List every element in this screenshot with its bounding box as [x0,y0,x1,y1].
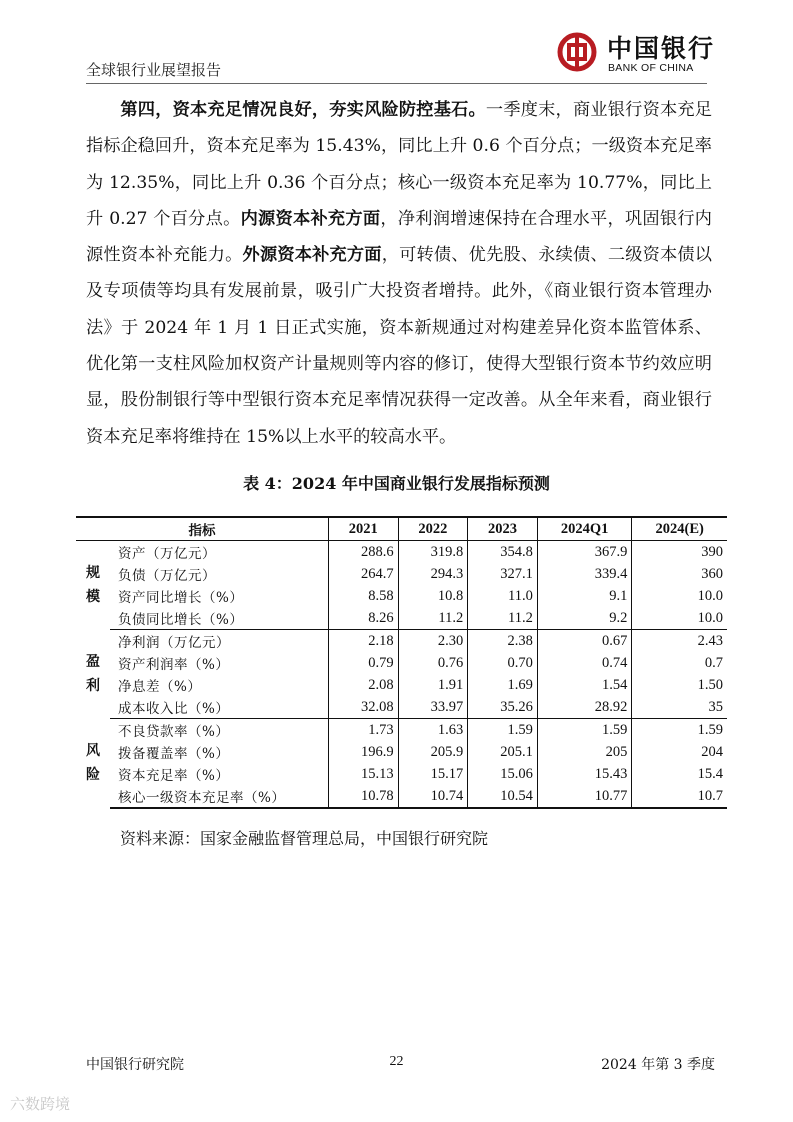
table-cell: 204 [632,741,727,763]
table-cell: 10.7 [632,785,727,808]
table-row [76,652,727,674]
table-cell: 2.18 [329,630,399,653]
indicator-name: 资本充足率（%） [118,768,230,784]
table-cell: 360 [632,563,727,585]
table-cell: 319.8 [398,541,468,564]
paragraph-segment-1: 一季度末，商业银行资本充足指标企稳回升，资本充足率为 15.43%，同比上升 0.6 个百分点；一级资本充足率为 12.35%，同比上升 0.36 个百分点；核心一级资本充足率为 10.77%，同比上升 0.27 个百分点。 [86,100,712,229]
table-cell: 354.8 [468,541,538,564]
table-cell: 1.59 [468,719,538,742]
indicator-name: 净息差（%） [118,679,202,695]
indicator-name: 负债（万亿元） [118,568,216,584]
table-cell: 35.26 [468,696,538,719]
report-title: 全球银行业展望报告 [86,61,222,79]
table-cell: 9.2 [537,607,632,630]
table-cell: 288.6 [329,541,399,564]
header-2021: 2021 [329,517,399,541]
table-cell: 339.4 [537,563,632,585]
table-row [76,785,727,808]
table-cell: 15.13 [329,763,399,785]
table-row [76,630,727,653]
table-cell: 390 [632,541,727,564]
table-cell: 294.3 [398,563,468,585]
table-cell: 0.74 [537,652,632,674]
header-indicator: 指标 [76,517,329,541]
table-cell: 205 [537,741,632,763]
table-cell: 8.58 [329,585,399,607]
bank-logo [557,24,717,84]
group-label-char: 模 [86,589,100,606]
table-cell: 10.0 [632,607,727,630]
paragraph-segment-3: ，可转债、优先股、永续债、二级资本债以及专项债等均具有发展前景，吸引广大投资者增持。此外，《商业银行资本管理办法》于 2024 年 1 月 1 日正式实施，资本新规通过对构建差异化资本监管体系、优化第一支柱风险加权资产计量规则等内容的修订，使得大型银行资本节约效应明显，股份制银行等中型银行资本充足率情况获得一定改善。从全年来看，商业银行资本充足率将维持在 15%以上水平的较高水平。 [86,245,712,447]
indicator-name: 拨备覆盖率（%） [118,746,230,762]
table-cell: 33.97 [398,696,468,719]
table-row [76,741,727,763]
table-cell: 15.4 [632,763,727,785]
table-cell: 0.7 [632,652,727,674]
indicator-name: 净利润（万亿元） [118,635,230,651]
table-cell: 28.92 [537,696,632,719]
table-cell: 1.73 [329,719,399,742]
table-row [76,585,727,607]
logo-chinese-name: 中国银行 [607,34,716,63]
watermark: 六数跨境 [10,1095,71,1113]
table-cell: 2.43 [632,630,727,653]
source-note: 资料来源：国家金融监督管理总局，中国银行研究院 [120,829,489,848]
table-cell: 1.59 [537,719,632,742]
paragraph-segment-2: ，净利润增速保持在合理水平，巩固银行内源性资本补充能力。 [86,208,712,266]
table-cell: 11.2 [398,607,468,630]
table-row [76,541,727,564]
table-cell: 0.67 [537,630,632,653]
table-cell: 196.9 [329,741,399,763]
group-label-char: 规 [86,565,100,582]
header-2024q1: 2024Q1 [537,517,632,541]
table-row [76,607,727,630]
table-row [76,719,727,742]
table-caption: 表 4：2024 年中国商业银行发展指标预测 [243,474,550,493]
header-2023: 2023 [468,517,538,541]
indicator-name: 负债同比增长（%） [110,607,329,630]
table-cell: 11.2 [468,607,538,630]
table-body [76,541,727,809]
table-cell: 367.9 [537,541,632,564]
table-cell: 205.9 [398,741,468,763]
group-label-char: 利 [86,678,100,694]
indicator-forecast-table [76,516,727,809]
group-label-char: 盈 [86,654,100,670]
header-2024e: 2024(E) [632,517,727,541]
table-cell: 1.54 [537,674,632,696]
body-paragraph [86,92,712,455]
table-cell: 10.0 [632,585,727,607]
indicator-name: 成本收入比（%） [110,696,329,719]
table-cell: 2.38 [468,630,538,653]
footer-institution: 中国银行研究院 [86,1057,184,1073]
table-cell: 10.74 [398,785,468,808]
group-label-char: 险 [86,767,100,784]
bank-of-china-logo-icon [557,32,597,72]
table-cell: 15.06 [468,763,538,785]
group-label [76,630,110,719]
group-label-char: 风 [86,743,100,760]
indicator-name: 资产同比增长（%） [118,590,244,606]
header-2022: 2022 [398,517,468,541]
table-cell: 10.54 [468,785,538,808]
table-row [76,696,727,719]
table-cell: 10.77 [537,785,632,808]
table-cell: 0.76 [398,652,468,674]
table-row [76,674,727,696]
table-cell: 1.91 [398,674,468,696]
table-cell: 35 [632,696,727,719]
table-cell: 11.0 [468,585,538,607]
footer-issue: 2024 年第 3 季度 [601,1057,715,1073]
indicator-name: 资产（万亿元） [118,546,216,562]
table-cell: 2.08 [329,674,399,696]
table-cell: 1.59 [632,719,727,742]
table-cell: 327.1 [468,563,538,585]
indicator-name: 核心一级资本充足率（%） [110,785,329,808]
table-cell: 8.26 [329,607,399,630]
table-cell: 10.8 [398,585,468,607]
indicator-name: 不良贷款率（%） [118,724,230,740]
indicator-name: 资产利润率（%） [118,657,230,673]
table-cell: 15.17 [398,763,468,785]
table-cell: 1.50 [632,674,727,696]
page-number: 22 [389,1054,404,1069]
table-cell: 15.43 [537,763,632,785]
table-cell: 0.79 [329,652,399,674]
table-header-row [76,517,727,541]
header-divider [86,83,707,84]
table-cell: 9.1 [537,585,632,607]
table-cell: 32.08 [329,696,399,719]
table-cell: 205.1 [468,741,538,763]
external-capital-heading: 外源资本补充方面 [242,245,382,266]
table-cell: 1.69 [468,674,538,696]
group-label [76,719,110,809]
table-cell: 10.78 [329,785,399,808]
internal-capital-heading: 内源资本补充方面 [240,208,381,229]
table-cell: 1.63 [398,719,468,742]
table-cell: 0.70 [468,652,538,674]
logo-english-name: BANK OF CHINA [608,62,694,74]
lead-heading: 第四，资本充足情况良好，夯实风险防控基石。 [120,100,486,120]
group-label [76,541,110,630]
table-row [76,563,727,585]
table-cell: 2.30 [398,630,468,653]
table-cell: 264.7 [329,563,399,585]
table-row [76,763,727,785]
